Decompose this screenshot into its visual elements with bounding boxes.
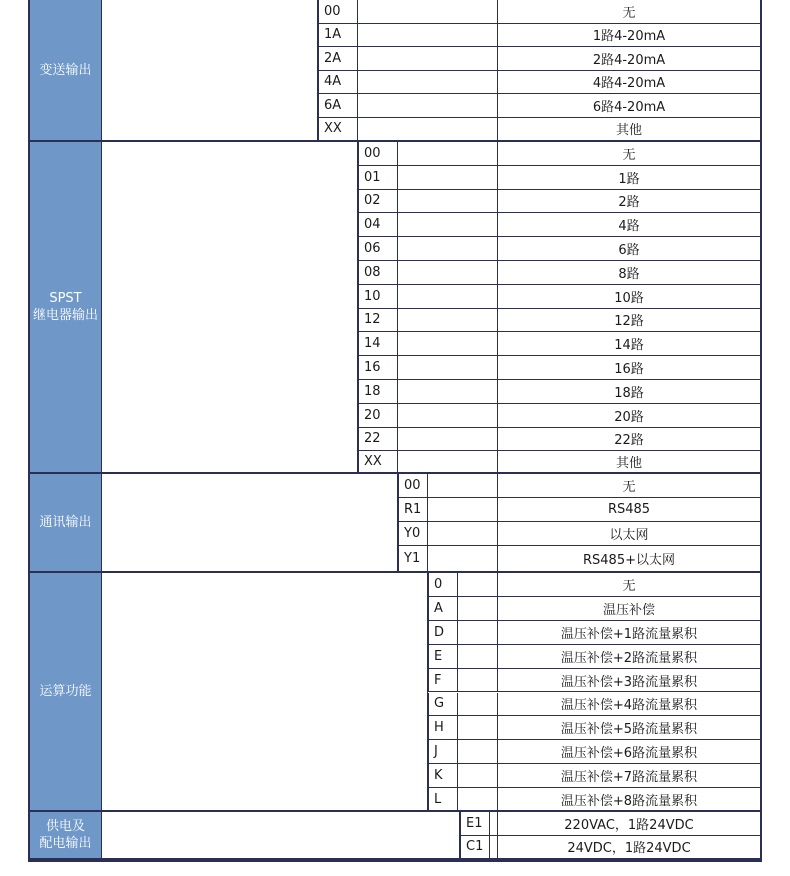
option-description: 温压补偿+2路流量累积	[498, 645, 760, 669]
option-description: 无	[498, 142, 760, 166]
spacer-cell	[458, 597, 498, 621]
option-code: L	[428, 788, 458, 812]
option-description: 无	[498, 0, 760, 24]
spacer-cell	[490, 812, 498, 836]
option-code: 00	[358, 142, 398, 166]
spacer-cell	[398, 332, 498, 356]
option-code: 00	[318, 0, 358, 24]
option-description: 24VDC，1路24VDC	[498, 836, 760, 860]
blank-cell	[102, 142, 358, 474]
option-code: 14	[358, 332, 398, 356]
spacer-cell	[398, 309, 498, 333]
option-description: 温压补偿+3路流量累积	[498, 669, 760, 693]
option-code: A	[428, 597, 458, 621]
spacer-cell	[428, 474, 498, 498]
option-description: 温压补偿+4路流量累积	[498, 693, 760, 717]
option-description: 6路4-20mA	[498, 94, 760, 118]
section-label	[30, 573, 102, 812]
option-description: 温压补偿+8路流量累积	[498, 788, 760, 812]
option-code: 2A	[318, 47, 358, 71]
blank-cell	[102, 0, 318, 142]
option-description: 20路	[498, 404, 760, 428]
spacer-cell	[398, 380, 498, 404]
section-label	[30, 812, 102, 860]
spacer-cell	[490, 836, 498, 860]
spacer-cell	[458, 621, 498, 645]
option-description: 14路	[498, 332, 760, 356]
option-code: K	[428, 764, 458, 788]
option-description: 温压补偿+5路流量累积	[498, 716, 760, 740]
spacer-cell	[458, 716, 498, 740]
spacer-cell	[398, 166, 498, 190]
option-description: 1路	[498, 166, 760, 190]
option-description: 其他	[498, 118, 760, 143]
spacer-cell	[398, 404, 498, 428]
option-description: 18路	[498, 380, 760, 404]
blank-cell	[102, 573, 428, 812]
option-description: 2路	[498, 190, 760, 214]
option-description: 220VAC，1路24VDC	[498, 812, 760, 836]
option-code: 12	[358, 309, 398, 333]
spacer-cell	[398, 451, 498, 474]
option-description: 以太网	[498, 522, 760, 546]
spacer-cell	[358, 71, 498, 95]
option-code: 18	[358, 380, 398, 404]
spacer-cell	[458, 645, 498, 669]
option-description: 10路	[498, 285, 760, 309]
option-code: 0	[428, 573, 458, 597]
spacer-cell	[358, 94, 498, 118]
option-code: 10	[358, 285, 398, 309]
option-code: F	[428, 669, 458, 693]
option-code: D	[428, 621, 458, 645]
spacer-cell	[458, 693, 498, 717]
spacer-cell	[358, 0, 498, 24]
spacer-cell	[458, 764, 498, 788]
option-code: 01	[358, 166, 398, 190]
option-description: 16路	[498, 356, 760, 380]
option-code: 6A	[318, 94, 358, 118]
option-code: 20	[358, 404, 398, 428]
section-label-line: 继电器输出	[32, 308, 98, 323]
spacer-cell	[398, 285, 498, 309]
section-label-line: 配电输出	[39, 836, 92, 851]
spacer-cell	[358, 47, 498, 71]
option-code: E	[428, 645, 458, 669]
option-code: 08	[358, 261, 398, 285]
option-code: R1	[398, 498, 428, 522]
option-description: 4路4-20mA	[498, 71, 760, 95]
option-code: J	[428, 740, 458, 764]
section-label	[30, 0, 102, 142]
spacer-cell	[398, 356, 498, 380]
option-description: 1路4-20mA	[498, 24, 760, 48]
option-description: 温压补偿+6路流量累积	[498, 740, 760, 764]
option-code: 4A	[318, 71, 358, 95]
blank-cell	[102, 474, 398, 573]
option-description: 温压补偿+1路流量累积	[498, 621, 760, 645]
spacer-cell	[458, 573, 498, 597]
option-description: 无	[498, 474, 760, 498]
spacer-cell	[458, 669, 498, 693]
section-label-line: 通讯输出	[39, 515, 92, 530]
spacer-cell	[358, 24, 498, 48]
option-code: Y1	[398, 546, 428, 573]
option-code: XX	[318, 118, 358, 143]
option-code: C1	[460, 836, 490, 860]
option-code: G	[428, 693, 458, 717]
spacer-cell	[398, 261, 498, 285]
option-description: 其他	[498, 451, 760, 474]
section-label-line: 运算功能	[39, 684, 92, 699]
spacer-cell	[398, 213, 498, 237]
option-code: 1A	[318, 24, 358, 48]
spacer-cell	[398, 237, 498, 261]
option-description: 温压补偿+7路流量累积	[498, 764, 760, 788]
spacer-cell	[458, 740, 498, 764]
option-description: RS485	[498, 498, 760, 522]
option-code: XX	[358, 451, 398, 474]
option-description: 2路4-20mA	[498, 47, 760, 71]
option-description: 6路	[498, 237, 760, 261]
spacer-cell	[398, 190, 498, 214]
section-label-line: 变送输出	[39, 62, 92, 78]
option-description: 无	[498, 573, 760, 597]
spacer-cell	[398, 428, 498, 452]
selection-table	[28, 0, 762, 862]
option-code: Y0	[398, 522, 428, 546]
section-label-line: SPST	[49, 291, 82, 306]
option-code: 22	[358, 428, 398, 452]
option-code: 04	[358, 213, 398, 237]
spacer-cell	[358, 118, 498, 143]
option-description: 22路	[498, 428, 760, 452]
option-code: 06	[358, 237, 398, 261]
option-description: 4路	[498, 213, 760, 237]
option-description: 温压补偿	[498, 597, 760, 621]
option-code: 02	[358, 190, 398, 214]
spacer-cell	[458, 788, 498, 812]
spacer-cell	[398, 142, 498, 166]
blank-cell	[102, 812, 460, 860]
option-code: H	[428, 716, 458, 740]
section-label-line: 供电及	[45, 819, 85, 834]
option-description: RS485+以太网	[498, 546, 760, 573]
spacer-cell	[428, 498, 498, 522]
option-code: 16	[358, 356, 398, 380]
option-code: 00	[398, 474, 428, 498]
option-description: 8路	[498, 261, 760, 285]
option-code: E1	[460, 812, 490, 836]
option-description: 12路	[498, 309, 760, 333]
section-label	[30, 142, 102, 474]
spacer-cell	[428, 522, 498, 546]
section-label	[30, 474, 102, 573]
spacer-cell	[428, 546, 498, 573]
